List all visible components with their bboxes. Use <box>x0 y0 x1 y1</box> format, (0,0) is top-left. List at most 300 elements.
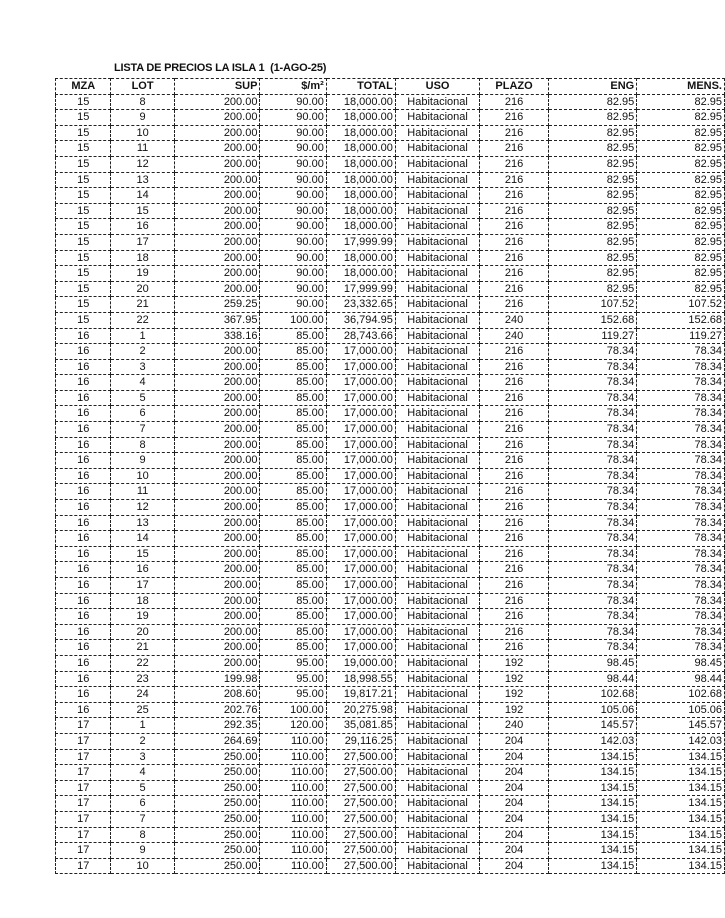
cell-pm2: 90.00 <box>260 110 326 126</box>
cell-plazo: 216 <box>480 203 549 219</box>
cell-sup: 200.00 <box>174 531 260 547</box>
cell-plazo: 216 <box>480 453 549 469</box>
cell-lot: 21 <box>111 297 174 313</box>
cell-lot: 22 <box>111 312 174 328</box>
cell-plazo: 216 <box>480 344 549 360</box>
cell-plazo: 216 <box>480 94 549 110</box>
cell-pm2: 85.00 <box>260 624 326 640</box>
cell-uso: Habitacional <box>395 515 479 531</box>
cell-mens: 78.34 <box>637 375 725 391</box>
cell-sup: 264.69 <box>174 733 260 749</box>
cell-pm2: 90.00 <box>260 203 326 219</box>
cell-total: 18,000.00 <box>326 266 395 282</box>
cell-mza: 15 <box>56 250 111 266</box>
price-list-table <box>55 78 725 874</box>
cell-eng: 78.34 <box>548 531 636 547</box>
cell-sup: 200.00 <box>174 125 260 141</box>
cell-uso: Habitacional <box>395 593 479 609</box>
table-row <box>56 749 725 765</box>
cell-total: 18,000.00 <box>326 188 395 204</box>
cell-total: 17,000.00 <box>326 437 395 453</box>
cell-mens: 78.34 <box>637 531 725 547</box>
cell-eng: 134.15 <box>548 765 636 781</box>
cell-uso: Habitacional <box>395 219 479 235</box>
cell-pm2: 110.00 <box>260 749 326 765</box>
cell-uso: Habitacional <box>395 375 479 391</box>
cell-mza: 16 <box>56 640 111 656</box>
cell-eng: 82.95 <box>548 172 636 188</box>
cell-total: 27,500.00 <box>326 796 395 812</box>
cell-uso: Habitacional <box>395 453 479 469</box>
cell-lot: 18 <box>111 250 174 266</box>
cell-pm2: 100.00 <box>260 702 326 718</box>
cell-mens: 78.34 <box>637 468 725 484</box>
cell-pm2: 85.00 <box>260 359 326 375</box>
cell-sup: 200.00 <box>174 94 260 110</box>
cell-pm2: 110.00 <box>260 765 326 781</box>
cell-eng: 82.95 <box>548 281 636 297</box>
cell-plazo: 216 <box>480 640 549 656</box>
cell-uso: Habitacional <box>395 749 479 765</box>
cell-total: 17,999.99 <box>326 281 395 297</box>
cell-total: 17,000.00 <box>326 453 395 469</box>
cell-lot: 23 <box>111 671 174 687</box>
cell-eng: 78.34 <box>548 484 636 500</box>
cell-sup: 338.16 <box>174 328 260 344</box>
cell-total: 17,999.99 <box>326 234 395 250</box>
cell-pm2: 90.00 <box>260 156 326 172</box>
cell-plazo: 216 <box>480 484 549 500</box>
cell-mens: 82.95 <box>637 141 725 157</box>
cell-uso: Habitacional <box>395 281 479 297</box>
cell-plazo: 216 <box>480 375 549 391</box>
cell-eng: 78.34 <box>548 500 636 516</box>
table-row <box>56 843 725 859</box>
cell-sup: 200.00 <box>174 375 260 391</box>
cell-eng: 134.15 <box>548 843 636 859</box>
cell-total: 27,500.00 <box>326 749 395 765</box>
table-row <box>56 578 725 594</box>
cell-eng: 78.34 <box>548 468 636 484</box>
cell-pm2: 85.00 <box>260 422 326 438</box>
cell-lot: 17 <box>111 234 174 250</box>
cell-plazo: 216 <box>480 110 549 126</box>
table-row <box>56 422 725 438</box>
cell-total: 27,500.00 <box>326 827 395 843</box>
cell-plazo: 216 <box>480 624 549 640</box>
table-row <box>56 328 725 344</box>
cell-sup: 200.00 <box>174 562 260 578</box>
cell-eng: 78.34 <box>548 375 636 391</box>
cell-plazo: 192 <box>480 702 549 718</box>
cell-mens: 134.15 <box>637 780 725 796</box>
cell-pm2: 85.00 <box>260 515 326 531</box>
cell-pm2: 85.00 <box>260 406 326 422</box>
cell-sup: 200.00 <box>174 203 260 219</box>
table-row <box>56 780 725 796</box>
cell-mza: 16 <box>56 328 111 344</box>
cell-uso: Habitacional <box>395 297 479 313</box>
cell-mza: 16 <box>56 375 111 391</box>
cell-lot: 20 <box>111 281 174 297</box>
cell-uso: Habitacional <box>395 468 479 484</box>
cell-pm2: 110.00 <box>260 858 326 874</box>
cell-lot: 4 <box>111 375 174 391</box>
cell-mens: 82.95 <box>637 172 725 188</box>
cell-mza: 15 <box>56 312 111 328</box>
cell-mza: 16 <box>56 500 111 516</box>
cell-eng: 102.68 <box>548 687 636 703</box>
cell-pm2: 110.00 <box>260 796 326 812</box>
cell-mens: 134.15 <box>637 843 725 859</box>
table-row <box>56 141 725 157</box>
cell-pm2: 85.00 <box>260 609 326 625</box>
cell-sup: 200.00 <box>174 406 260 422</box>
cell-uso: Habitacional <box>395 110 479 126</box>
cell-lot: 5 <box>111 780 174 796</box>
cell-mza: 15 <box>56 281 111 297</box>
cell-eng: 78.34 <box>548 624 636 640</box>
cell-mza: 17 <box>56 733 111 749</box>
cell-uso: Habitacional <box>395 203 479 219</box>
cell-lot: 6 <box>111 406 174 422</box>
cell-total: 29,116.25 <box>326 733 395 749</box>
cell-sup: 200.00 <box>174 390 260 406</box>
cell-mens: 78.34 <box>637 578 725 594</box>
cell-lot: 7 <box>111 811 174 827</box>
cell-eng: 134.15 <box>548 811 636 827</box>
cell-plazo: 204 <box>480 749 549 765</box>
cell-plazo: 216 <box>480 188 549 204</box>
cell-pm2: 90.00 <box>260 94 326 110</box>
cell-pm2: 90.00 <box>260 219 326 235</box>
table-row <box>56 733 725 749</box>
cell-plazo: 240 <box>480 328 549 344</box>
cell-mens: 82.95 <box>637 188 725 204</box>
table-row <box>56 94 725 110</box>
cell-lot: 18 <box>111 593 174 609</box>
cell-mza: 17 <box>56 811 111 827</box>
cell-total: 17,000.00 <box>326 468 395 484</box>
cell-total: 17,000.00 <box>326 406 395 422</box>
cell-total: 35,081.85 <box>326 718 395 734</box>
cell-total: 19,000.00 <box>326 655 395 671</box>
cell-mens: 78.34 <box>637 609 725 625</box>
cell-lot: 12 <box>111 500 174 516</box>
column-header-mens: MENS. <box>637 79 725 95</box>
cell-mza: 15 <box>56 172 111 188</box>
cell-plazo: 216 <box>480 219 549 235</box>
cell-mza: 17 <box>56 858 111 874</box>
cell-mza: 15 <box>56 219 111 235</box>
cell-sup: 250.00 <box>174 780 260 796</box>
cell-total: 17,000.00 <box>326 422 395 438</box>
cell-pm2: 85.00 <box>260 562 326 578</box>
cell-uso: Habitacional <box>395 312 479 328</box>
cell-mza: 17 <box>56 749 111 765</box>
cell-mens: 82.95 <box>637 234 725 250</box>
cell-eng: 107.52 <box>548 297 636 313</box>
cell-total: 17,000.00 <box>326 609 395 625</box>
cell-pm2: 110.00 <box>260 843 326 859</box>
cell-sup: 250.00 <box>174 827 260 843</box>
cell-uso: Habitacional <box>395 500 479 516</box>
cell-mens: 78.34 <box>637 624 725 640</box>
cell-plazo: 204 <box>480 843 549 859</box>
cell-lot: 13 <box>111 515 174 531</box>
cell-mza: 15 <box>56 297 111 313</box>
cell-uso: Habitacional <box>395 422 479 438</box>
cell-mens: 78.34 <box>637 484 725 500</box>
cell-uso: Habitacional <box>395 328 479 344</box>
cell-mens: 119.27 <box>637 328 725 344</box>
cell-sup: 250.00 <box>174 843 260 859</box>
cell-plazo: 216 <box>480 546 549 562</box>
cell-plazo: 216 <box>480 515 549 531</box>
table-row <box>56 500 725 516</box>
cell-mens: 82.95 <box>637 125 725 141</box>
cell-plazo: 204 <box>480 765 549 781</box>
cell-uso: Habitacional <box>395 843 479 859</box>
cell-sup: 367.95 <box>174 312 260 328</box>
cell-uso: Habitacional <box>395 671 479 687</box>
cell-total: 17,000.00 <box>326 484 395 500</box>
cell-lot: 2 <box>111 733 174 749</box>
cell-eng: 82.95 <box>548 219 636 235</box>
cell-mens: 107.52 <box>637 297 725 313</box>
cell-total: 17,000.00 <box>326 390 395 406</box>
cell-uso: Habitacional <box>395 640 479 656</box>
cell-eng: 145.57 <box>548 718 636 734</box>
cell-uso: Habitacional <box>395 234 479 250</box>
table-row <box>56 718 725 734</box>
cell-total: 23,332.65 <box>326 297 395 313</box>
cell-mza: 15 <box>56 156 111 172</box>
cell-mens: 82.95 <box>637 266 725 282</box>
cell-plazo: 216 <box>480 297 549 313</box>
cell-lot: 20 <box>111 624 174 640</box>
cell-pm2: 85.00 <box>260 328 326 344</box>
cell-mza: 15 <box>56 203 111 219</box>
table-row <box>56 484 725 500</box>
cell-eng: 78.34 <box>548 562 636 578</box>
cell-lot: 17 <box>111 578 174 594</box>
cell-plazo: 240 <box>480 718 549 734</box>
table-row <box>56 375 725 391</box>
cell-eng: 134.15 <box>548 858 636 874</box>
cell-plazo: 216 <box>480 609 549 625</box>
cell-mens: 134.15 <box>637 811 725 827</box>
cell-sup: 250.00 <box>174 749 260 765</box>
cell-eng: 134.15 <box>548 780 636 796</box>
cell-mens: 78.34 <box>637 390 725 406</box>
cell-mens: 82.95 <box>637 94 725 110</box>
cell-mza: 15 <box>56 110 111 126</box>
cell-pm2: 85.00 <box>260 593 326 609</box>
cell-uso: Habitacional <box>395 344 479 360</box>
table-row <box>56 359 725 375</box>
cell-sup: 292.35 <box>174 718 260 734</box>
cell-mza: 15 <box>56 141 111 157</box>
cell-mza: 17 <box>56 780 111 796</box>
cell-sup: 199.98 <box>174 671 260 687</box>
cell-sup: 200.00 <box>174 515 260 531</box>
cell-sup: 259.25 <box>174 297 260 313</box>
cell-sup: 200.00 <box>174 655 260 671</box>
cell-mza: 17 <box>56 718 111 734</box>
cell-mza: 16 <box>56 484 111 500</box>
cell-lot: 5 <box>111 390 174 406</box>
cell-uso: Habitacional <box>395 609 479 625</box>
column-header-total: TOTAL <box>326 79 395 95</box>
cell-mens: 78.34 <box>637 562 725 578</box>
cell-eng: 98.44 <box>548 671 636 687</box>
cell-mza: 16 <box>56 468 111 484</box>
cell-mza: 16 <box>56 655 111 671</box>
cell-mens: 78.34 <box>637 422 725 438</box>
cell-total: 18,000.00 <box>326 203 395 219</box>
cell-uso: Habitacional <box>395 655 479 671</box>
cell-mza: 16 <box>56 531 111 547</box>
table-row <box>56 796 725 812</box>
cell-eng: 134.15 <box>548 749 636 765</box>
cell-eng: 82.95 <box>548 156 636 172</box>
cell-pm2: 90.00 <box>260 141 326 157</box>
cell-pm2: 90.00 <box>260 188 326 204</box>
cell-mza: 15 <box>56 188 111 204</box>
cell-mens: 82.95 <box>637 281 725 297</box>
cell-lot: 14 <box>111 531 174 547</box>
cell-mza: 16 <box>56 609 111 625</box>
cell-lot: 19 <box>111 266 174 282</box>
table-row <box>56 406 725 422</box>
cell-mza: 16 <box>56 390 111 406</box>
cell-pm2: 85.00 <box>260 468 326 484</box>
cell-total: 27,500.00 <box>326 811 395 827</box>
cell-total: 20,275.98 <box>326 702 395 718</box>
cell-plazo: 216 <box>480 593 549 609</box>
table-row <box>56 281 725 297</box>
cell-lot: 1 <box>111 718 174 734</box>
table-row <box>56 671 725 687</box>
cell-sup: 200.00 <box>174 250 260 266</box>
cell-uso: Habitacional <box>395 250 479 266</box>
cell-sup: 200.00 <box>174 624 260 640</box>
cell-total: 17,000.00 <box>326 562 395 578</box>
cell-lot: 3 <box>111 359 174 375</box>
cell-eng: 78.34 <box>548 609 636 625</box>
cell-total: 18,000.00 <box>326 94 395 110</box>
cell-uso: Habitacional <box>395 188 479 204</box>
cell-sup: 200.00 <box>174 110 260 126</box>
table-row <box>56 234 725 250</box>
cell-total: 18,000.00 <box>326 219 395 235</box>
cell-uso: Habitacional <box>395 733 479 749</box>
cell-eng: 78.34 <box>548 578 636 594</box>
cell-sup: 200.00 <box>174 640 260 656</box>
cell-mza: 17 <box>56 765 111 781</box>
cell-total: 18,000.00 <box>326 141 395 157</box>
cell-mza: 16 <box>56 578 111 594</box>
cell-plazo: 216 <box>480 125 549 141</box>
cell-uso: Habitacional <box>395 141 479 157</box>
cell-total: 18,000.00 <box>326 172 395 188</box>
cell-total: 27,500.00 <box>326 843 395 859</box>
column-header-mza: MZA <box>56 79 111 95</box>
cell-eng: 98.45 <box>548 655 636 671</box>
cell-eng: 142.03 <box>548 733 636 749</box>
cell-mza: 15 <box>56 94 111 110</box>
cell-pm2: 85.00 <box>260 390 326 406</box>
cell-sup: 200.00 <box>174 359 260 375</box>
cell-sup: 200.00 <box>174 234 260 250</box>
table-row <box>56 266 725 282</box>
cell-plazo: 216 <box>480 531 549 547</box>
cell-plazo: 216 <box>480 562 549 578</box>
cell-eng: 82.95 <box>548 125 636 141</box>
column-header-plazo: PLAZO <box>480 79 549 95</box>
cell-uso: Habitacional <box>395 390 479 406</box>
cell-eng: 82.95 <box>548 141 636 157</box>
cell-plazo: 192 <box>480 671 549 687</box>
cell-lot: 8 <box>111 437 174 453</box>
cell-eng: 82.95 <box>548 94 636 110</box>
cell-total: 17,000.00 <box>326 578 395 594</box>
cell-mens: 142.03 <box>637 733 725 749</box>
cell-mens: 82.95 <box>637 219 725 235</box>
cell-mza: 17 <box>56 827 111 843</box>
cell-mens: 82.95 <box>637 156 725 172</box>
cell-sup: 208.60 <box>174 687 260 703</box>
cell-pm2: 90.00 <box>260 250 326 266</box>
cell-mza: 16 <box>56 702 111 718</box>
cell-eng: 78.34 <box>548 406 636 422</box>
cell-lot: 12 <box>111 156 174 172</box>
cell-pm2: 90.00 <box>260 281 326 297</box>
cell-sup: 200.00 <box>174 468 260 484</box>
cell-lot: 9 <box>111 453 174 469</box>
table-row <box>56 765 725 781</box>
cell-mens: 134.15 <box>637 858 725 874</box>
column-header-eng: ENG <box>548 79 636 95</box>
cell-lot: 8 <box>111 94 174 110</box>
cell-pm2: 90.00 <box>260 172 326 188</box>
cell-eng: 78.34 <box>548 640 636 656</box>
cell-mza: 16 <box>56 687 111 703</box>
cell-plazo: 204 <box>480 811 549 827</box>
table-row <box>56 609 725 625</box>
table-row <box>56 624 725 640</box>
table-row <box>56 203 725 219</box>
cell-mza: 15 <box>56 125 111 141</box>
cell-eng: 82.95 <box>548 110 636 126</box>
cell-eng: 78.34 <box>548 344 636 360</box>
cell-pm2: 110.00 <box>260 827 326 843</box>
table-row <box>56 531 725 547</box>
cell-pm2: 85.00 <box>260 453 326 469</box>
cell-mens: 152.68 <box>637 312 725 328</box>
cell-mza: 15 <box>56 266 111 282</box>
cell-pm2: 100.00 <box>260 312 326 328</box>
cell-mens: 134.15 <box>637 765 725 781</box>
cell-lot: 9 <box>111 843 174 859</box>
cell-mza: 16 <box>56 624 111 640</box>
table-row <box>56 811 725 827</box>
cell-pm2: 85.00 <box>260 500 326 516</box>
cell-pm2: 90.00 <box>260 266 326 282</box>
cell-total: 27,500.00 <box>326 858 395 874</box>
cell-plazo: 216 <box>480 234 549 250</box>
